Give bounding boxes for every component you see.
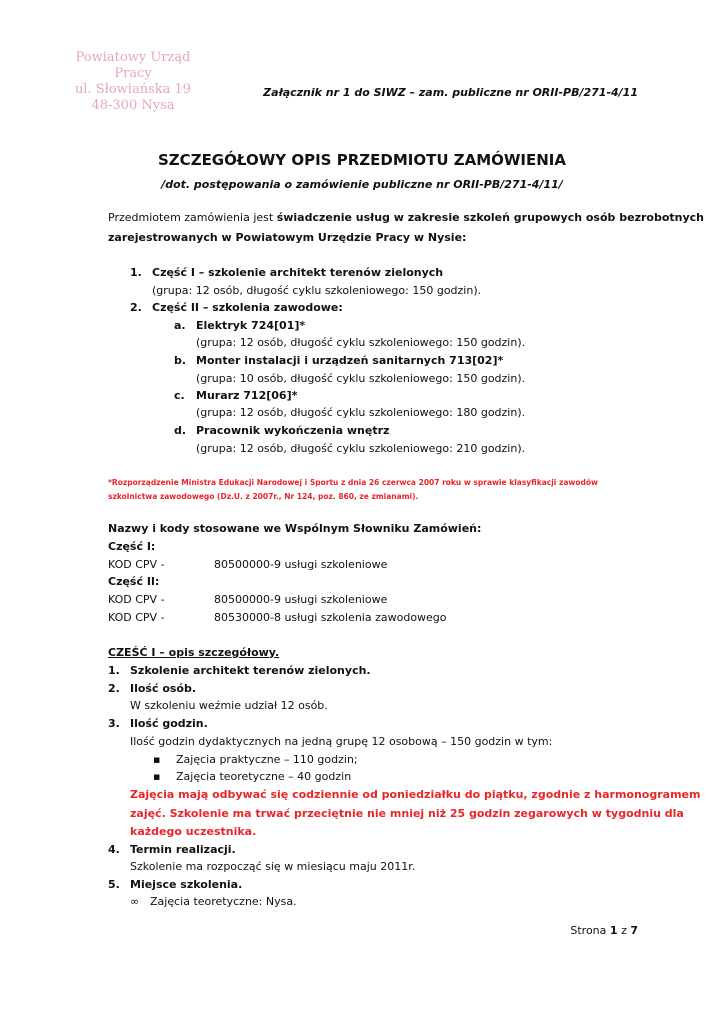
section-item-num: 3. [108, 717, 120, 730]
footnote-line-2: szkolnictwa zawodowego (Dz.U. z 2007r., Nr 124, poz. 860, ze zmianami). [108, 492, 419, 501]
stamp-line-2: ul. Słowiańska 19 [74, 82, 192, 97]
subpart-a-letter: a. [174, 319, 186, 332]
part-1-detail: (grupa: 12 osób, długość cyklu szkoleniowego: 150 godzin). [152, 284, 482, 297]
office-stamp [58, 50, 208, 114]
part-1-title: Część I – szkolenie architekt terenów zielonych [152, 266, 444, 279]
section-item-num: 2. [108, 682, 120, 695]
intro-line-1: Przedmiotem zamówienia jest świadczenie usług w zakresie szkoleń grupowych osób bezrobotnych [108, 211, 704, 224]
attachment-header: Załącznik nr 1 do SIWZ – zam. publiczne nr ORII-PB/271-4/11 [263, 86, 638, 99]
cpv-row-value: 80530000-8 usługi szkolenia zawodowego [214, 611, 447, 624]
subpart-a-title: Elektryk 724[01]* [196, 319, 306, 332]
bullet-square-icon: ▪ [153, 753, 161, 766]
section-item-text: Szkolenie ma rozpocząć się w miesiącu maju 2011r. [130, 860, 416, 873]
part-2-num: 2. [130, 301, 142, 314]
cpv-row-label: KOD CPV - [108, 558, 165, 571]
section-item-text: Ilość godzin dydaktycznych na jedną grupę 12 osobową – 150 godzin w tym: [130, 735, 553, 748]
cpv-row-value: 80500000-9 usługi szkoleniowe [214, 593, 388, 606]
cpv-row-label: KOD CPV - [108, 593, 165, 606]
section-item-num: 1. [108, 664, 120, 677]
section-item-title: Ilość godzin. [130, 717, 208, 730]
section-item-title: Szkolenie architekt terenów zielonych. [130, 664, 371, 677]
subpart-c-letter: c. [174, 389, 185, 402]
schedule-note-line-2: zajęć. Szkolenie ma trwać przeciętnie nie mniej niż 25 godzin zegarowych w tygodniu dla [130, 807, 684, 820]
part-1-num: 1. [130, 266, 142, 279]
section-item-title: Miejsce szkolenia. [130, 878, 243, 891]
subpart-c-title: Murarz 712[06]* [196, 389, 298, 402]
bullet-square-icon: ▪ [153, 770, 161, 783]
section-heading: CZEŚĆ I – opis szczegółowy. [108, 646, 280, 659]
subpart-b-title: Monter instalacji i urządzeń sanitarnych 713[02]* [196, 354, 504, 367]
cpv-row-value: 80500000-9 usługi szkoleniowe [214, 558, 388, 571]
section-item-num: 4. [108, 843, 120, 856]
subpart-d-detail: (grupa: 12 osób, długość cyklu szkoleniowego: 210 godzin). [196, 442, 526, 455]
infinity-bullet-icon: ∞ [130, 895, 140, 908]
cpv-part-2: Część II: [108, 575, 160, 588]
section-item-title: Termin realizacji. [130, 843, 236, 856]
part-2-title: Część II – szkolenia zawodowe: [152, 301, 343, 314]
intro-line-2: zarejestrowanych w Powiatowym Urzędzie Pracy w Nysie: [108, 231, 467, 244]
section-item-num: 5. [108, 878, 120, 891]
intro-bold-1: świadczenie usług w zakresie szkoleń grupowych osób bezrobotnych [276, 211, 704, 224]
location-text: Zajęcia teoretyczne: Nysa. [150, 895, 297, 908]
subpart-b-detail: (grupa: 10 osób, długość cyklu szkoleniowego: 150 godzin). [196, 372, 526, 385]
schedule-note-line-1: Zajęcia mają odbywać się codziennie od poniedziałku do piątku, zgodnie z harmonogramem [130, 788, 701, 801]
subpart-c-detail: (grupa: 12 osób, długość cyklu szkoleniowego: 180 godzin). [196, 406, 526, 419]
subpart-d-title: Pracownik wykończenia wnętrz [196, 424, 390, 437]
subpart-a-detail: (grupa: 12 osób, długość cyklu szkoleniowego: 150 godzin). [196, 336, 526, 349]
section-item-title: Ilość osób. [130, 682, 197, 695]
page-number: Strona 1 z 7 [570, 924, 638, 937]
schedule-note-line-3: każdego uczestnika. [130, 825, 257, 838]
subpart-d-letter: d. [174, 424, 187, 437]
page-title: SZCZEGÓŁOWY OPIS PRZEDMIOTU ZAMÓWIENIA [158, 151, 566, 169]
section-item-text: W szkoleniu weźmie udział 12 osób. [130, 699, 328, 712]
cpv-row-label: KOD CPV - [108, 611, 165, 624]
stamp-line-3: 48-300 Nysa [91, 98, 175, 113]
page-subtitle: /dot. postępowania o zamówienie publiczne nr ORII-PB/271-4/11/ [161, 178, 563, 191]
bullet-text: Zajęcia teoretyczne – 40 godzin [176, 770, 352, 783]
cpv-heading: Nazwy i kody stosowane we Wspólnym Słowniku Zamówień: [108, 522, 482, 535]
footnote-line-1: *Rozporządzenie Ministra Edukacji Narodowej i Sportu z dnia 26 czerwca 2007 roku w sprawie klasyfikacji zawodów [108, 478, 598, 487]
stamp-line-1: Powiatowy Urząd Pracy [75, 50, 191, 81]
cpv-part-1: Część I: [108, 540, 156, 553]
bullet-text: Zajęcia praktyczne – 110 godzin; [176, 753, 358, 766]
subpart-b-letter: b. [174, 354, 187, 367]
